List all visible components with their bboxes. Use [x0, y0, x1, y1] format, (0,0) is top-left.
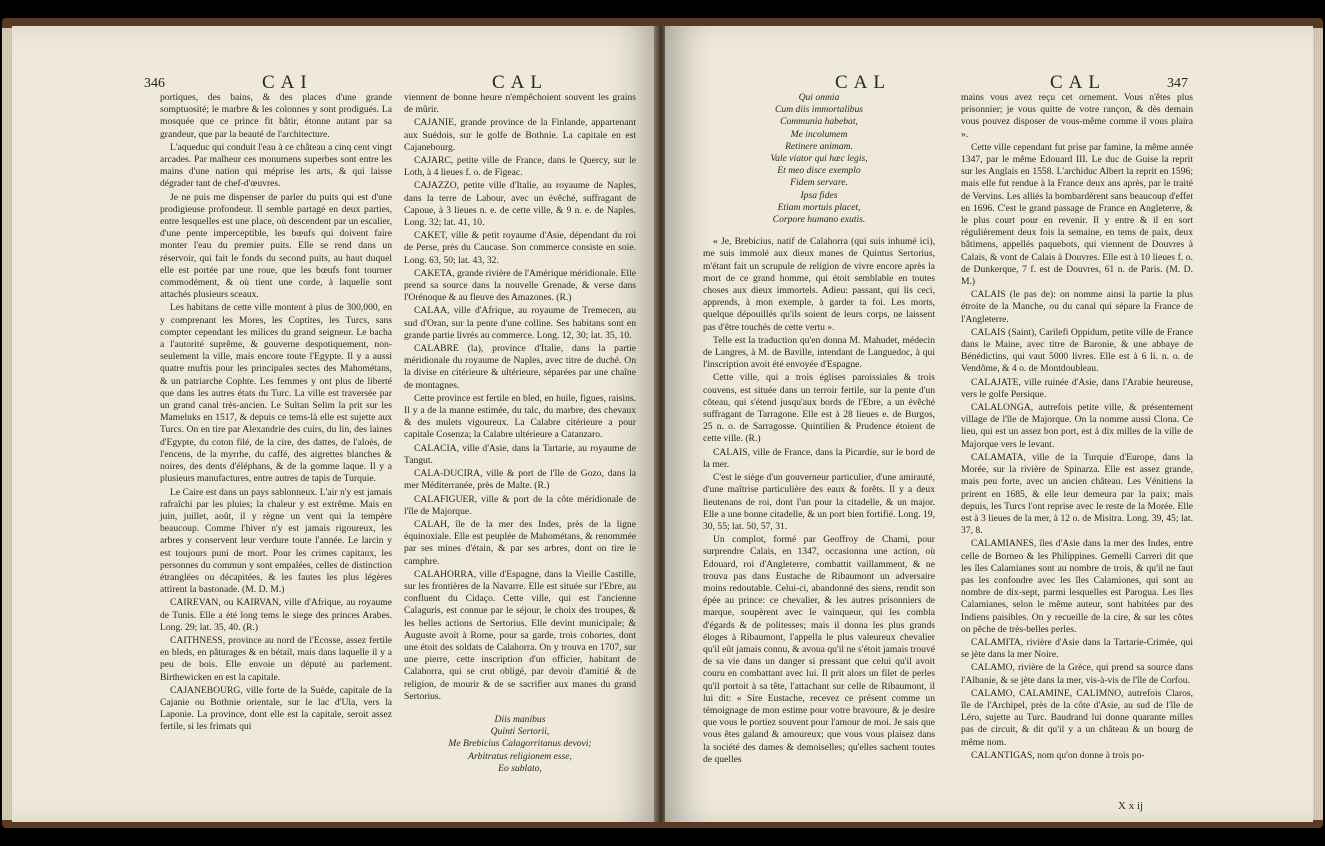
- entry-paragraph: CALAA, ville d'Afrique, au royaume de Tremecen, au sud d'Oran, sur la pente d'une colline. Ses habitans sont en grande partie livrés au commerce. Long. 12, 30; lat. 35, 10.: [404, 305, 636, 341]
- entry-paragraph: CALAIS, ville de France, dans la Picardie, sur le bord de la mer.: [703, 446, 935, 470]
- entry-paragraph: CALAFIGUER, ville & port de la côte méridionale de l'île de Majorque.: [404, 493, 636, 517]
- entry-paragraph: CAKET, ville & petit royaume d'Asie, dépendant du roi de Perse, près du Caucase. Son commerce consiste en soie. Long. 63, 50; lat. 43, 32.: [404, 230, 636, 266]
- entry-paragraph: CALACIA, ville d'Asie, dans la Tartarie, au royaume de Tangut.: [404, 442, 636, 466]
- inscription-line: Ipsa fides: [800, 189, 838, 201]
- entry-paragraph: Je ne puis me dispenser de parler du puits qui est d'une prodigieuse profondeur. Il semble partagé en deux parties, entre lesquelles est une place, où descendent par un escalier, d'une pente imperceptible, les bœufs qui doivent faire monter l'eau du premier puits. Elle se rend dans un réservoir, qui fait le fonds du second puits, au haut duquel elle est portée par une roue, que les bœufs font tourner commodément, & où tient une corde, à laquelle sont attachés plusieurs sceaux.: [160, 191, 392, 301]
- inscription-line: Arbitratus religionem esse,: [468, 750, 572, 762]
- entry-paragraph: CAJAZZO, petite ville d'Italie, au royaume de Naples, dans la terre de Labour, avec un évêché, suffragant de Capoue, à 3 lieues n. e. de cette ville, & 9 n. e. de Naples. Long. 32; lat. 41, 10.: [404, 180, 636, 229]
- entry-paragraph: CALABRE (la), province d'Italie, dans la partie méridionale du royaume de Naples, avec titre de duché. On la divise en citérieure & ultérieure, séparées par une chaîne de montagnes.: [404, 343, 636, 391]
- entry-paragraph: CALAMO, CALAMINE, CALIMNO, autrefois Claros, île de l'Archipel, près de la côte d'Asie, au sud de l'île de Léro, sujette au Turc. Baudrand lui donne quarante milles pas de circuit, & dit qu'il y a un château & un bourg de même nom.: [961, 687, 1193, 748]
- entry-paragraph: CALANTIGAS, nom qu'on donne à trois po-: [971, 749, 1145, 761]
- entry-paragraph: Cette ville, qui a trois églises paroissiales & trois couvens, est située dans un terroir fertile, sur la pente d'un côteau, qui s'étend jusqu'aux bords de l'Ebre, a un évêché suffragant de Tarragone. Elle est à 28 lieues e. de Burgos, 25 n. o. de Sarragosse. Quintilien & Prudence étoient de cette ville. (R.): [703, 372, 935, 445]
- running-header-right-1: CAL: [835, 72, 891, 93]
- inscription-line: Diis manibus: [494, 713, 546, 725]
- entry-paragraph: CAIREVAN, ou KAIRVAN, ville d'Afrique, au royaume de Tunis. Elle a été long tems le siege des princes Arabes. Long. 29; lat. 35, 40. (R.): [160, 597, 392, 633]
- entry-paragraph: CALAJATE, ville ruinée d'Asie, dans l'Arabie heureuse, vers le golfe Persique.: [961, 376, 1193, 400]
- page-number-right: 347: [1167, 76, 1188, 91]
- open-book: [2, 18, 1323, 828]
- entry-paragraph: portiques, des bains, & des places d'une grande somptuosité; le marbre & les colonnes y sont prodigués. La mosquée que ce prince fit bâtir, étonne autant par sa grandeur, que par la beauté de l'architecture.: [160, 92, 392, 140]
- entry-paragraph: CALAH, île de la mer des Indes, près de la ligne équinoxiale. Elle est peuplée de Mahométans, & renommée par ses mines d'étain, & par ses arbres, dont on tire le camphre.: [404, 518, 636, 567]
- left-column-1: [160, 92, 392, 735]
- entry-paragraph: CALAMO, rivière de la Grèce, qui prend sa source dans l'Albanie, & se jète dans la mer, vis-à-vis de l'île de Corfou.: [961, 662, 1193, 686]
- running-header-left-2: CAL: [492, 72, 548, 93]
- signature-mark: X x ij: [1118, 800, 1144, 812]
- inscription-line: Cum diis immortalibus: [775, 104, 863, 116]
- entry-paragraph: CALAMITA, rivière d'Asie dans la Tartarie-Crimée, qui se jète dans la mer Noire.: [961, 636, 1193, 661]
- entry-paragraph: CAJANEBOURG, ville forte de la Suède, capitale de la Cajanie ou Bothnie orientale, sur le lac d'Ula, vers la Laponie. La province, dont elle est la capitale, seroit assez fertile, si les frimats qui: [160, 684, 392, 733]
- right-page: [665, 26, 1313, 822]
- entry-paragraph: CALAMATA, ville de la Turquie d'Europe, dans la Morée, sur la rivière de Spinarza. Elle est assez grande, mais peu forte, avec un ancien château. Les Vénitiens la prirent en 1685, & elle leur demeura par la paix; mais depuis, les Turcs l'ont reprise avec le reste de la Morée. Elle est à 3 lieues de la mer, à 12 o. de Misitra. Long. 39, 45; lat. 37, 8.: [961, 451, 1193, 537]
- left-column-2: [404, 92, 636, 775]
- entry-paragraph: CAJARC, petite ville de France, dans le Quercy, sur le Loth, à 4 lieues f. o. de Figeac.: [404, 155, 636, 179]
- inscription-line: Etiam mortuis placet,: [777, 201, 861, 213]
- entry-paragraph: CALALONGA, autrefois petite ville, & présentement village de l'île de Majorque. On la nomme aussi Clona. Ce lieu, qui est un assez bon port, est à dix milles de la ville de Majorque vers le levant.: [961, 402, 1193, 450]
- entry-paragraph: L'aqueduc qui conduit l'eau à ce château a cinq cent vingt arcades. Par malheur ces monumens superbes sont entre les mains d'une nation qui méprise les arts, & qui laisse dégrader tant de chef-d'œuvres.: [160, 141, 392, 190]
- inscription-line: Me Brebicius Calagorritanus devovi;: [448, 738, 592, 750]
- entry-paragraph: Le Caire est dans un pays sablonneux. L'air n'y est jamais rafraîchi par les pluies; la chaleur y est extrême. Mais en juin, juillet, août, il y règne un vent qui la tempère beaucoup. Comme l'hiver n'y est jamais rigoureux, les arbres y conservent leur verdure toute l'année. Le larcin y est toujours puni de mort. Pour les crimes capitaux, les personnes du commun y sont empalées, celles de distinction étranglées ou décapitées, & les fautes les plus légères attirent la bastonade. (M. D. M.): [160, 486, 392, 596]
- entry-paragraph: CAJANIE, grande province de la Finlande, appartenant aux Suédois, sur le golfe de Bothnie. La capitale en est Cajanebourg.: [404, 117, 636, 153]
- page-number-left: 346: [144, 76, 165, 91]
- entry-paragraph: CALAIS (Saint), Carilefi Oppidum, petite ville de France dans le Maine, avec titre de Baronie, & une abbaye de Bénédictins, qui vaut 5000 livres. Elle est à 6 li. n. o. de Vendôme, & 4 o. de Montdoubleau.: [961, 326, 1193, 375]
- inscription-line: Vale viator qui hæc legis,: [770, 153, 868, 165]
- entry-paragraph: CALAMIANES, îles d'Asie dans la mer des Indes, entre celle de Borneo & les Philippines. Gemelli Carreri dit que les îles Calamianes sont au nombre de trois, & qu'il ne faut pas les confondre avec les îles Calamiones, qui sont au nombre de dix-sept, parmi lesquelles est Parogua. Les îles Calamianes, selon le même auteur, sont habitées par des Indiens paisibles. On y recueille de la cire, & sur les côtes on pêche de très-belles perles.: [961, 538, 1193, 635]
- inscription-line: Et meo disce exemplo: [777, 165, 861, 177]
- running-header-right-2: CAL: [1050, 72, 1106, 93]
- inscription-line: Quinti Sertorii,: [490, 726, 550, 738]
- entry-paragraph: CALAHORRA, ville d'Espagne, dans la Vieille Castille, sur les frontières de la Navarre. Elle est située sur l'Ebre, au confluent du Cidaço. Cette ville, qui est l'ancienne Calaguris, est connue par le séjour, le choix des troupes, & les belles actions de Sertorius. Elle devint municipale; & Auguste avoit à Rome, pour sa garde, trois cohortes, dont une étoit des soldats de Calahorra. On y trouva en 1707, sur une pierre, cette inscription d'un officier, habitant de Calahorra, qui se crut obligé, par devoir d'amitié & de religion, de mourir & de se sacrifier aux manes du grand Sertorius.: [404, 568, 636, 702]
- running-header-left-1: CAI: [262, 72, 313, 93]
- entry-paragraph: C'est le siège d'un gouverneur particulier, d'une amirauté, d'une maîtrise particulière des eaux & forêts. Il y a deux lieutenans de roi, dont l'un pour la citadelle, & un major. Elle a une bonne citadelle, & un port bien fortifié. Long. 19, 30, 55; lat. 50, 57, 31.: [703, 472, 935, 532]
- right-column-2: [961, 92, 1193, 763]
- entry-paragraph: Telle est la traduction qu'en donna M. Mahudet, médecin de Langres, à M. de Baville, intendant de Languedoc, à qui l'inscription avoit été envoyée d'Espagne.: [703, 334, 935, 371]
- entry-paragraph: CALAIS (le pas de): on nomme ainsi la partie la plus étroite de la Manche, ou du canal qui sépare la France de l'Angleterre.: [961, 289, 1193, 325]
- inscription-line: Me incolumem: [790, 128, 848, 140]
- inscription-line: Retinere animam.: [785, 140, 853, 152]
- inscription-line: Corpore humano exutis.: [772, 214, 866, 226]
- entry-paragraph: Les habitans de cette ville montent à plus de 300,000, en y comprenant les Mores, les Coptites, les Turcs, sans compter cependant les milices du grand seigneur. Le bacha a l'autorité suprême, & gouverne despotiquement, non-seulement la ville, mais encore toute l'Egypte. Il y a aussi quatre muftis pour les principales sectes des Mahométans, & un patriarche Cophte. Les femmes y ont plus de liberté que dans les autres états du Turc. La ville est traversée par un grand canal très-ancien. Le Sultan Selim la prit sur les Mameluks en 1517, & depuis ce tems-là elle est sujette aux Turcs. On en tire par Alexandrie des cuirs, du lin, des laines d'Egypte, du coton filé, de la cire, des dattes, de l'aloès, de l'encens, de la myrrhe, du caffé, des aigrettes blanches & noires, des dents d'éléphans, & de la gomme laque. Il y a plusieurs manufactures, entre autres de tapis de Turquie.: [160, 302, 392, 485]
- inscription-line: Fidem servare.: [790, 177, 848, 189]
- inscription-line: Communia habebat,: [780, 116, 858, 128]
- entry-paragraph: mains vous avez reçu cet ornement. Vous n'êtes plus prisonnier; je vous quitte de votre rançon, & dès demain vous pouvez disposer de vous-même comme il vous plaira ».: [961, 92, 1193, 140]
- entry-paragraph: Un complot, formé par Geoffroy de Chami, pour surprendre Calais, en 1347, occasionna une action, où Edouard, roi d'Angleterre, combattit vaillamment, & ne trouva pas dans Eustache de Ribaumont un adversaire moins redoutable. Celui-ci, abandonné des siens, rendit son épée au prince: ce chevalier, & les autres prisonniers de marque, soupèrent avec le vainqueur, qui les combla d'égards & de politesses; mais il donna les plus grands éloges à Ribaumont, l'appella le plus valeureux chevalier qu'il eût jamais connu, & avoua qu'il ne s'étoit jamais trouvé de sa vie dans un danger si pressant que celui qu'il avoit couru en combattant avec lui. Il prit alors un filet de perles qu'il portoit à sa tête, l'attachant sur celle de Ribaumont, il lui dit: « Sire Eustache, recevez ce présent comme un témoignage de mon estime pour votre bravoure, & je desire que vous le portiez souvent pour l'amour de moi. Je sais que vous êtes galand & amoureux; que vous vous plaisez dans la société des dames & demoiselles; qu'elles sachent toutes de quelles: [703, 534, 935, 765]
- entry-paragraph: CAKETA, grande rivière de l'Amérique méridionale. Elle prend sa source dans la nouvelle Grenade, & verse dans l'Orénoque & au fleuve des Amazones. (R.): [404, 267, 636, 304]
- inscription-line: Qui omnia: [798, 92, 840, 103]
- entry-paragraph: Cette province est fertile en bled, en huile, figues, raisins. Il y a de la manne estimée, du talc, du marbre, des chevaux & des mulets vigoureux. La Calabre citérieure a pour capitale Cosenza; la Calabre ultérieure a Catanzaro.: [404, 392, 636, 441]
- right-column-1: [703, 92, 935, 767]
- entry-paragraph: Cette ville cependant fut prise par famine, la même année 1347, par le même Edouard III. Le duc de Guise la reprit sur les Anglais en 1558. L'archiduc Albert la reprit en 1596; mais elle fut rendue à la France deux ans après, par le traité de Vervins. Les alliés la bombardèrent sans beaucoup d'effet en 1696. C'est le grand passage de France en Angleterre, & le plus court pour en revenir. Il y entre & il en sort régulièrement deux fois la semaine, en tems de paix, deux bâtimens, appellés paquebots, qui viennent de Douvres à Calais, & vont de Calais à Douvres. Elle est à 10 lieues f. o. de Dunkerque, 7 f. est de Douvres, 61 n. de Paris. (M. D. M.): [961, 141, 1193, 288]
- entry-paragraph: CAITHNESS, province au nord de l'Ecosse, assez fertile en bleds, en pâturages & en bétail, mais dans laquelle il y a peu de bois. Elle envoie un député au parlement. Birthewicken en est la capitale.: [160, 634, 392, 683]
- entry-paragraph: CALA-DUCIRA, ville & port de l'île de Gozo, dans la mer Méditerranée, près de Malte. (R.): [404, 468, 636, 492]
- inscription-line: Eo sublato,: [498, 762, 542, 774]
- left-page: [12, 26, 658, 822]
- entry-paragraph: « Je, Brebicius, natif de Calahorra (qui suis inhumé ici), me suis immolé aux dieux manes de Quintus Sertorius, m'étant fait un scrupule de religion de vivre encore après la mort de ce grand homme, qui étoit semblable en toutes choses aux dieux immortels. Adieu: passant, qui lis ceci, apprends, à mon exemple, à garder ta foi. Les morts, quelque dépouillés qu'ils soient de leurs corps, ne laissent pas d'être touchés de cette vertu ».: [703, 236, 935, 333]
- entry-paragraph: viennent de bonne heure n'empêchoient souvent les grains de mûrir.: [404, 92, 636, 116]
